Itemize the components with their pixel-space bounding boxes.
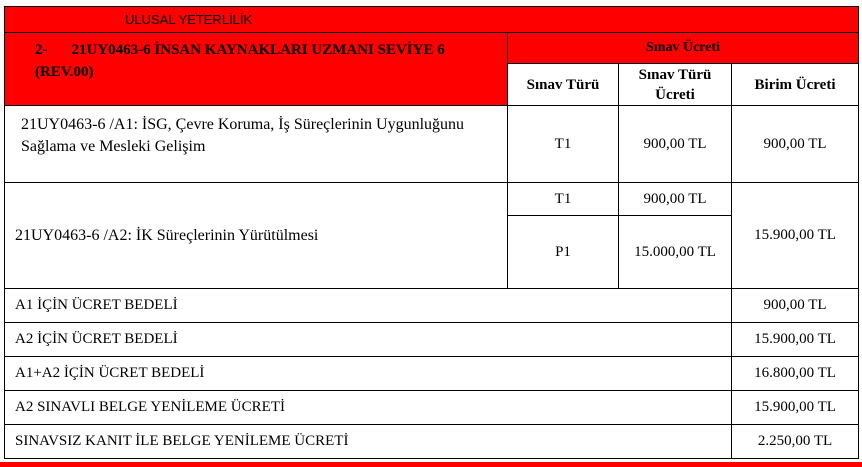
band-label: ULUSAL YETERLİLİK — [5, 7, 859, 33]
header-row-1 — [5, 33, 859, 64]
exam-fee-header: Sınav Ücreti — [508, 33, 859, 64]
qualification-number: 2- — [35, 42, 48, 58]
unit-fee-header: Birim Ücreti — [732, 64, 859, 106]
summary-value: 2.250,00 TL — [732, 425, 859, 459]
summary-row — [5, 425, 859, 459]
exam-type-header: Sınav Türü — [508, 64, 619, 106]
unit-name: 21UY0463-6 /A1: İSG, Çevre Koruma, İş Süreçlerinin Uygunluğunu Sağlama ve Mesleki Gelişim — [5, 106, 508, 183]
qualification-title: 21UY0463-6 İNSAN KAYNAKLARI UZMANI SEVİYE 6 (REV.00) — [35, 42, 445, 80]
summary-label: A1+A2 İÇİN ÜCRET BEDELİ — [5, 357, 732, 391]
unit-name: 21UY0463-6 /A2: İK Süreçlerinin Yürütülmesi — [5, 183, 508, 289]
summary-row — [5, 357, 859, 391]
summary-label: A2 SINAVLI BELGE YENİLEME ÜCRETİ — [5, 391, 732, 425]
summary-value: 15.900,00 TL — [732, 323, 859, 357]
summary-value: 16.800,00 TL — [732, 357, 859, 391]
summary-value: 15.900,00 TL — [732, 391, 859, 425]
exam-type: P1 — [508, 216, 619, 289]
exam-type-fee: 900,00 TL — [619, 183, 732, 216]
exam-type: T1 — [508, 106, 619, 183]
unit-row — [5, 106, 859, 183]
exam-type-fee: 900,00 TL — [619, 106, 732, 183]
exam-type: T1 — [508, 183, 619, 216]
fee-table — [4, 6, 859, 459]
bottom-red-bar — [0, 462, 862, 467]
qualification-title-cell — [5, 33, 508, 106]
summary-label: A2 İÇİN ÜCRET BEDELİ — [5, 323, 732, 357]
exam-type-fee-header: Sınav Türü Ücreti — [619, 64, 732, 106]
summary-row — [5, 289, 859, 323]
unit-fee: 900,00 TL — [732, 106, 859, 183]
summary-value: 900,00 TL — [732, 289, 859, 323]
summary-label: A1 İÇİN ÜCRET BEDELİ — [5, 289, 732, 323]
unit-row — [5, 183, 859, 216]
summary-row — [5, 391, 859, 425]
exam-type-fee: 15.000,00 TL — [619, 216, 732, 289]
band-row — [5, 7, 859, 33]
summary-label: SINAVSIZ KANIT İLE BELGE YENİLEME ÜCRETİ — [5, 425, 732, 459]
summary-row — [5, 323, 859, 357]
unit-fee: 15.900,00 TL — [732, 183, 859, 289]
